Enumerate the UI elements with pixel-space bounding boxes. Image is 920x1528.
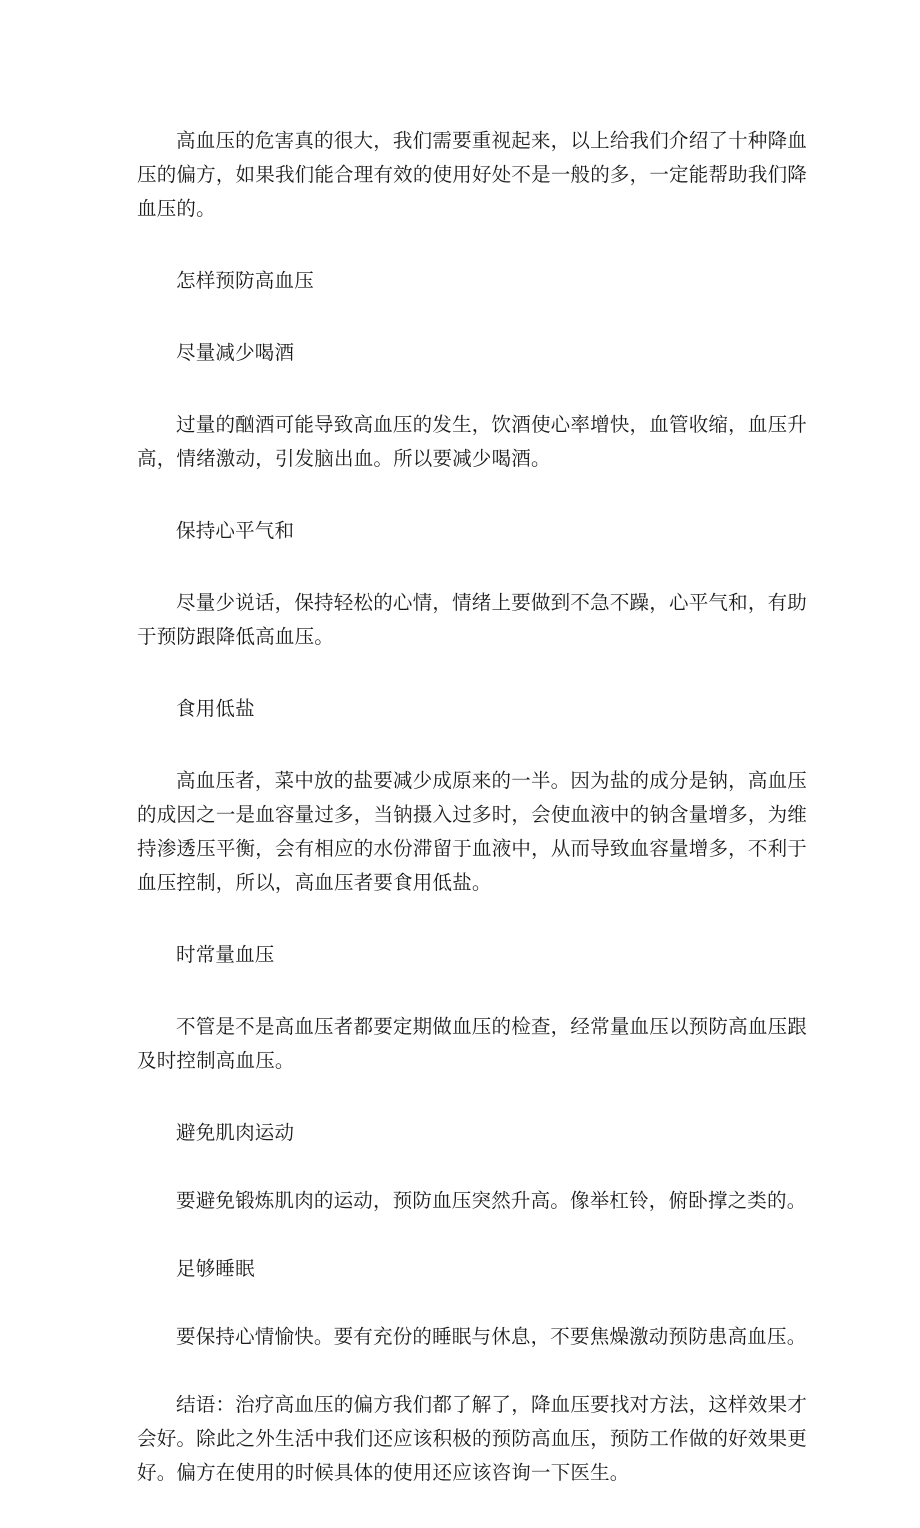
paragraph-enough-sleep: 要保持心情愉快。要有充份的睡眠与休息，不要焦燥激动预防患高血压。 <box>176 1325 807 1348</box>
document-body <box>137 124 807 1528</box>
subheading-avoid-muscle-exercise: 避免肌肉运动 <box>176 1121 295 1144</box>
paragraph-avoid-muscle-exercise: 要避免锻炼肌肉的运动，预防血压突然升高。像举杠铃，俯卧撑之类的。 <box>176 1189 807 1212</box>
subheading-low-salt: 食用低盐 <box>176 697 255 720</box>
conclusion-paragraph: 结语：治疗高血压的偏方我们都了解了，降血压要找对方法，这样效果才会好。除此之外生活中我们还应该积极的预防高血压，预防工作做的好效果更好。偏方在使用的时候具体的使用还应该咨询一下医生。 <box>137 1393 807 1484</box>
subheading-reduce-drinking: 尽量减少喝酒 <box>176 341 295 364</box>
paragraph-calm-mind: 尽量少说话，保持轻松的心情，情绪上要做到不急不躁，心平气和，有助于预防跟降低高血压。 <box>137 591 807 648</box>
section-heading-prevention: 怎样预防高血压 <box>176 269 314 292</box>
subheading-calm-mind: 保持心平气和 <box>176 519 295 542</box>
paragraph-measure-bp: 不管是不是高血压者都要定期做血压的检查，经常量血压以预防高血压跟及时控制高血压。 <box>137 1015 807 1072</box>
paragraph-low-salt: 高血压者，菜中放的盐要减少成原来的一半。因为盐的成分是钠，高血压的成因之一是血容量过多，当钠摄入过多时，会使血液中的钠含量增多，为维持渗透压平衡，会有相应的水份滞留于血液中，从而导致血容量增多，不利于血压控制，所以，高血压者要食用低盐。 <box>137 769 807 894</box>
paragraph-reduce-drinking: 过量的酗酒可能导致高血压的发生，饮酒使心率增快，血管收缩，血压升高，情绪激动，引发脑出血。所以要减少喝酒。 <box>137 413 807 470</box>
subheading-measure-bp: 时常量血压 <box>176 943 275 966</box>
intro-paragraph: 高血压的危害真的很大，我们需要重视起来，以上给我们介绍了十种降血压的偏方，如果我们能合理有效的使用好处不是一般的多，一定能帮助我们降血压的。 <box>137 129 807 220</box>
subheading-enough-sleep: 足够睡眠 <box>176 1257 255 1280</box>
